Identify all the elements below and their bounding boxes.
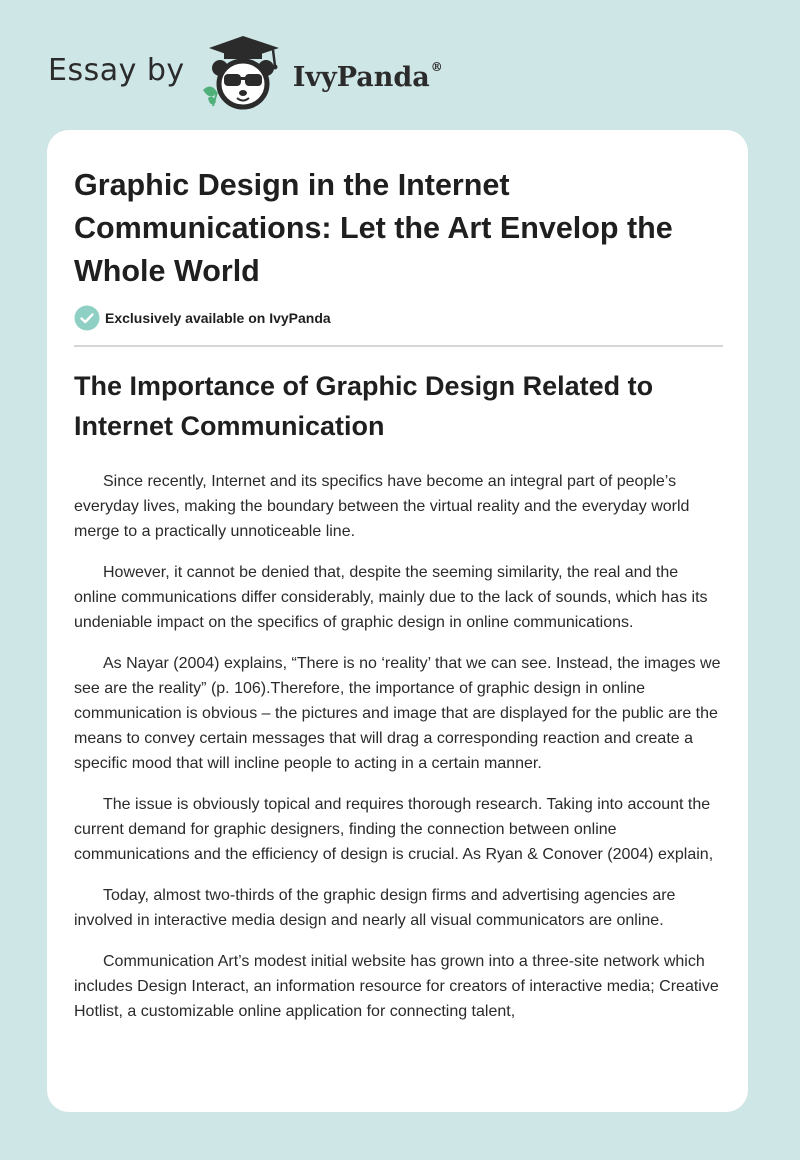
panda-graduate-icon [199, 34, 289, 114]
paragraph: Communication Art’s modest initial website has grown into a three-site network which includes Design Interact, an information resource for creators of interactive media; Creative Hotlist, a customizable online application for connecting talent, [74, 953, 719, 1020]
trademark-symbol: ® [430, 59, 443, 74]
paragraph: As Nayar (2004) explains, “There is no ‘reality’ that we can see. Instead, the images we see are the reality” (p. 106).Therefore, the importance of graphic design in online communication is obvious – the pictures and image that are displayed for the public are the means to convey certain messages that will drag a corresponding reaction and create a specific mood that will incline people to acting in a certain manner. [74, 655, 721, 772]
essay-title: Graphic Design in the Internet Communications: Let the Art Envelop the Whole World [74, 168, 673, 288]
brand-header[interactable] [48, 34, 443, 114]
essay-card [47, 130, 748, 1112]
brand-name-text: IvyPanda [292, 61, 430, 93]
section-heading: The Importance of Graphic Design Related to Internet Communication [74, 371, 654, 441]
paragraph: However, it cannot be denied that, despite the seeming similarity, the real and the online communications differ considerably, mainly due to the lack of sounds, which has its undeniable impact on the specifics of graphic design in online communications. [74, 564, 708, 631]
paragraph: Since recently, Internet and its specifics have become an integral part of people’s everyday lives, making the boundary between the virtual reality and the everyday world merge to a practically unnoticeable line. [74, 473, 690, 540]
check-badge-icon [74, 305, 100, 331]
paragraph: The issue is obviously topical and requires thorough research. Taking into account the current demand for graphic designers, finding the connection between online communications and the efficiency of design is crucial. As Ryan & Conover (2004) explain, [74, 796, 714, 863]
paragraph: Today, almost two-thirds of the graphic design firms and advertising agencies are involved in interactive media design and nearly all visual communicators are online. [74, 887, 676, 929]
brand-prefix: Essay by [48, 52, 185, 88]
essay-body [74, 469, 724, 1040]
brand-name [292, 59, 443, 93]
exclusive-label: Exclusively available on IvyPanda [105, 310, 331, 326]
divider [74, 345, 723, 347]
exclusive-notice [74, 305, 331, 331]
